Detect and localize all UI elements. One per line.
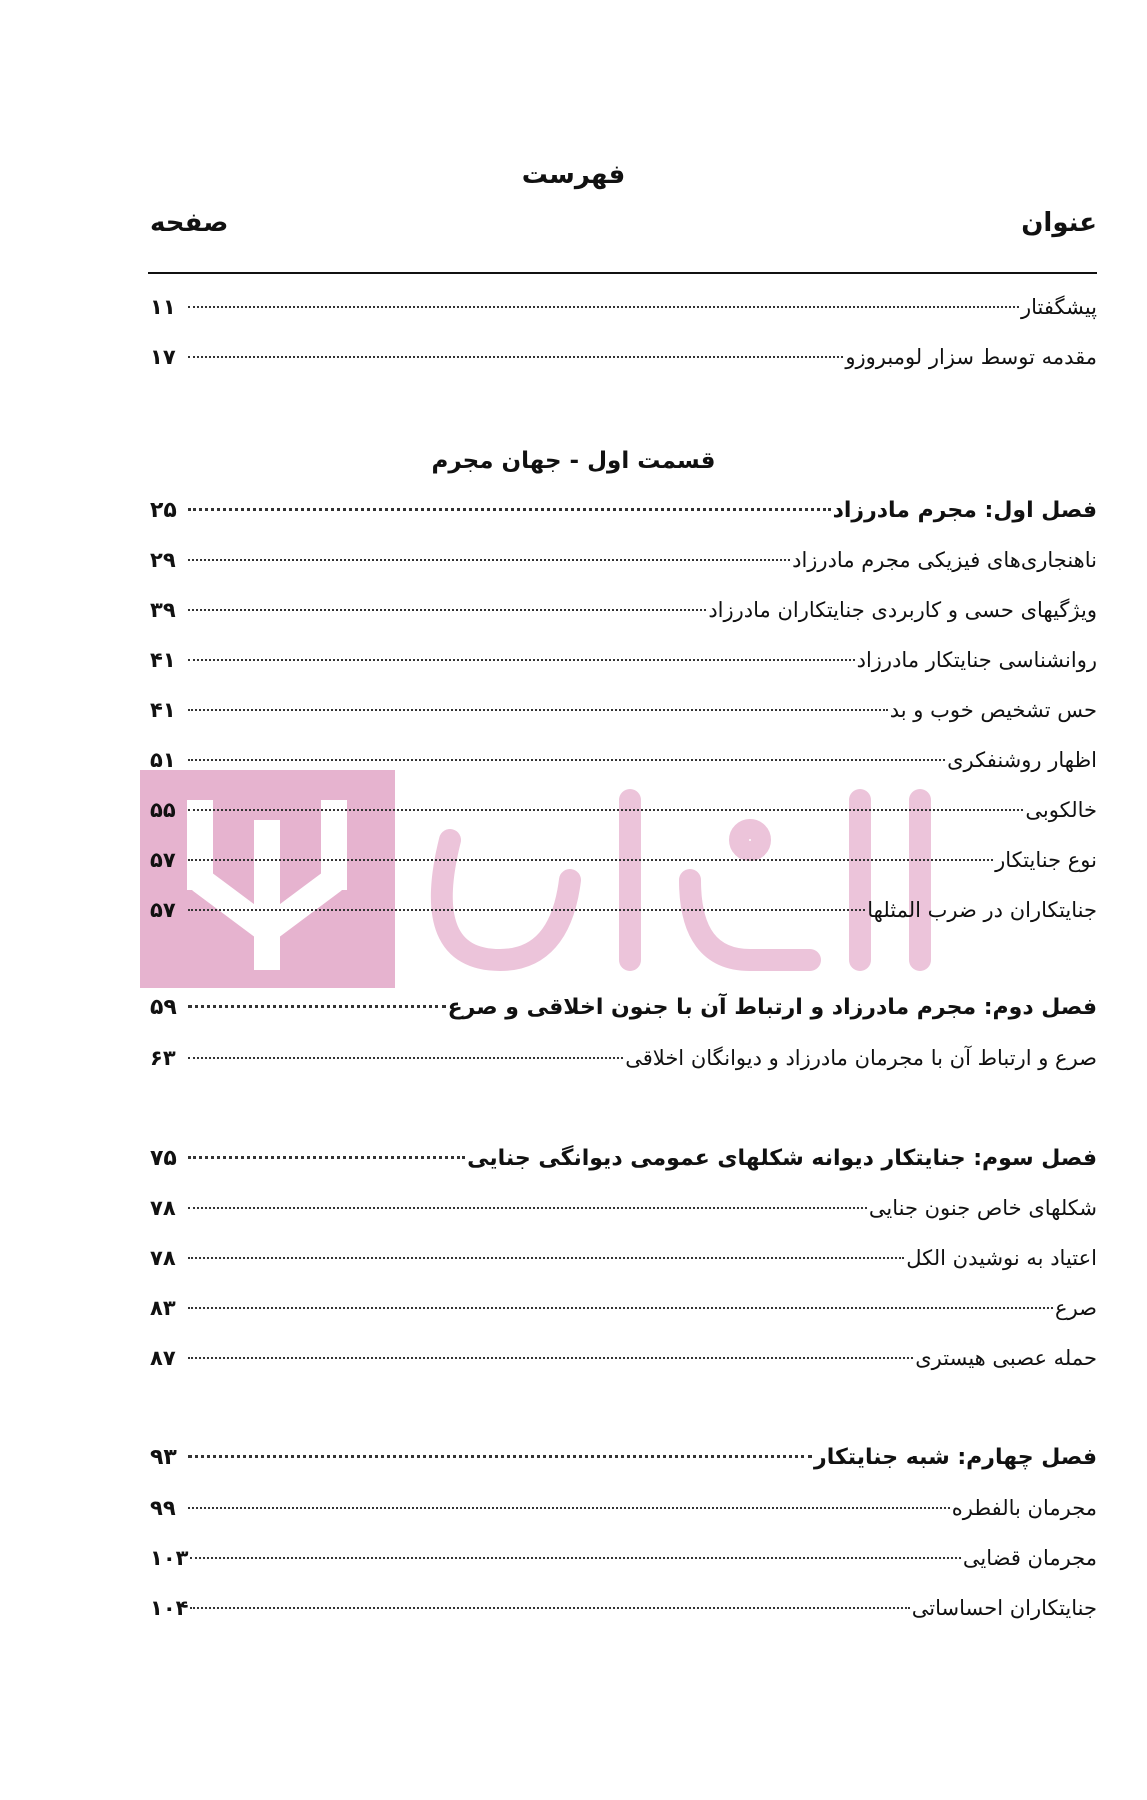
chapter-page: ۲۵ [150, 498, 177, 523]
toc-entry[interactable] [150, 1346, 1097, 1380]
dot-leader [190, 1557, 960, 1559]
entry-page: ۵۱ [150, 748, 176, 772]
chapter-title: فصل سوم: جنایتکار دیوانه شکلهای عمومی دیوانگی جنایی [467, 1146, 1097, 1171]
entry-page: ۸۷ [150, 1346, 176, 1370]
dot-leader [188, 1257, 904, 1259]
toc-entry[interactable] [150, 1296, 1097, 1330]
toc-entry[interactable] [150, 648, 1097, 682]
entry-page: ۴۱ [150, 698, 176, 722]
dot-leader [190, 1607, 909, 1609]
entry-title: ناهنجاری‌های فیزیکی مجرم مادرزاد [792, 548, 1097, 572]
dot-leader [188, 1357, 913, 1359]
toc-entry[interactable] [150, 1596, 1097, 1630]
toc-entry[interactable] [150, 798, 1097, 832]
entry-page: ۵۵ [150, 798, 176, 822]
dot-leader [188, 1156, 465, 1159]
toc-entry[interactable] [150, 598, 1097, 632]
toc-entry[interactable] [150, 1196, 1097, 1230]
chapter-page: ۵۹ [150, 995, 177, 1020]
entry-page: ۱۰۴ [150, 1596, 189, 1620]
dot-leader [188, 1005, 446, 1008]
column-header-title: عنوان [1021, 208, 1097, 238]
chapter-title: فصل اول: مجرم مادرزاد [832, 498, 1097, 523]
entry-page: ۱۷ [150, 345, 176, 369]
dot-leader [188, 659, 855, 661]
toc-entry[interactable] [150, 898, 1097, 932]
toc-entry[interactable] [150, 1546, 1097, 1580]
chapter-page: ۹۳ [150, 1445, 177, 1470]
dot-leader [188, 859, 993, 861]
entry-title: مجرمان قضایی [962, 1546, 1097, 1570]
toc-chapter-1[interactable] [150, 498, 1097, 532]
dot-leader [188, 809, 1023, 811]
part-title: قسمت اول - جهان مجرم [431, 448, 716, 474]
entry-page: ۶۳ [150, 1046, 176, 1070]
entry-page: ۵۷ [150, 898, 176, 922]
chapter-page: ۷۵ [150, 1146, 177, 1171]
entry-title: حس تشخیص خوب و بد [889, 698, 1097, 722]
toc-entry[interactable] [150, 848, 1097, 882]
toc-entry[interactable] [150, 698, 1097, 732]
entry-page: ۱۱ [150, 295, 176, 319]
header-divider [148, 272, 1097, 274]
dot-leader [188, 759, 945, 761]
dot-leader [188, 609, 706, 611]
entry-page: ۴۱ [150, 648, 176, 672]
toc-entry-preface[interactable] [150, 295, 1097, 329]
entry-title: اعتیاد به نوشیدن الکل [906, 1246, 1097, 1270]
chapter-title: فصل دوم: مجرم مادرزاد و ارتباط آن با جنون اخلاقی و صرع [447, 995, 1097, 1020]
dot-leader [188, 1455, 812, 1458]
entry-title: ویژگیهای حسی و کاربردی جنایتکاران مادرزاد [708, 598, 1097, 622]
entry-title: اظهار روشنفکری [947, 748, 1097, 772]
toc-entry[interactable] [150, 1046, 1097, 1080]
chapter-title: فصل چهارم: شبه جنایتکار [814, 1445, 1097, 1470]
column-header-page: صفحه [150, 208, 229, 238]
entry-page: ۷۸ [150, 1196, 176, 1220]
dot-leader [188, 1507, 950, 1509]
entry-page: ۵۷ [150, 848, 176, 872]
toc-chapter-3[interactable] [150, 1146, 1097, 1180]
entry-page: ۳۹ [150, 598, 176, 622]
entry-title: خالکوبی [1025, 798, 1097, 822]
dot-leader [188, 356, 843, 358]
entry-title: نوع جنایتکار [995, 848, 1097, 872]
entry-page: ۱۰۳ [150, 1546, 189, 1570]
entry-title: روانشناسی جنایتکار مادرزاد [856, 648, 1097, 672]
toc-title: فهرست [521, 160, 626, 190]
entry-page: ۷۸ [150, 1246, 176, 1270]
entry-title: صرع [1055, 1296, 1097, 1320]
entry-title: مجرمان بالفطره [951, 1496, 1097, 1520]
entry-title: مقدمه توسط سزار لومبروزو [845, 345, 1097, 369]
dot-leader [188, 909, 865, 911]
toc-entry-introduction[interactable] [150, 345, 1097, 379]
toc-chapter-2[interactable] [150, 995, 1097, 1029]
entry-title: شکلهای خاص جنون جنایی [868, 1196, 1097, 1220]
entry-page: ۸۳ [150, 1296, 176, 1320]
entry-title: پیشگفتار [1020, 295, 1097, 319]
toc-entry[interactable] [150, 548, 1097, 582]
entry-title: جنایتکاران در ضرب المثلها [867, 898, 1097, 922]
dot-leader [188, 306, 1019, 308]
entry-title: جنایتکاران احساساتی [911, 1596, 1097, 1620]
entry-title: صرع و ارتباط آن با مجرمان مادرزاد و دیوانگان اخلاقی [625, 1046, 1097, 1070]
entry-title: حمله عصبی هیستری [915, 1346, 1097, 1370]
entry-page: ۹۹ [150, 1496, 176, 1520]
dot-leader [188, 1057, 623, 1059]
dot-leader [188, 508, 831, 511]
entry-page: ۲۹ [150, 548, 176, 572]
dot-leader [188, 1207, 867, 1209]
dot-leader [188, 709, 888, 711]
dot-leader [188, 559, 790, 561]
toc-entry[interactable] [150, 1246, 1097, 1280]
toc-chapter-4[interactable] [150, 1445, 1097, 1479]
toc-entry[interactable] [150, 748, 1097, 782]
dot-leader [188, 1307, 1053, 1309]
toc-entry[interactable] [150, 1496, 1097, 1530]
